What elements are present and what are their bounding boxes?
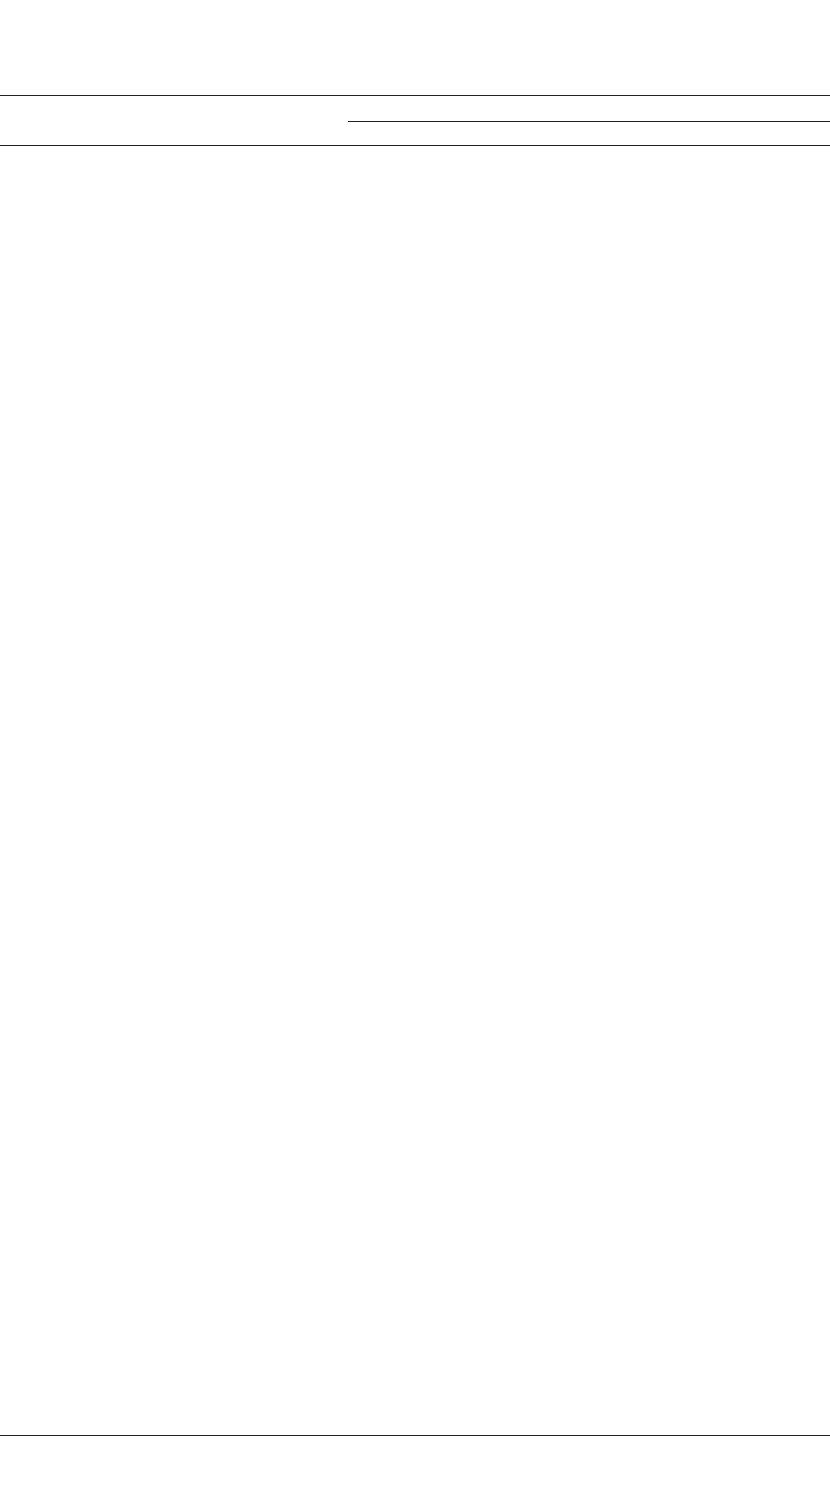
caption-spanish xyxy=(6,6,830,24)
header-bottom-rule xyxy=(0,145,830,146)
table-bottom-rule xyxy=(0,1435,830,1436)
table-top-rule xyxy=(0,95,830,96)
periods-rule xyxy=(348,121,830,122)
caption-english xyxy=(6,44,830,62)
